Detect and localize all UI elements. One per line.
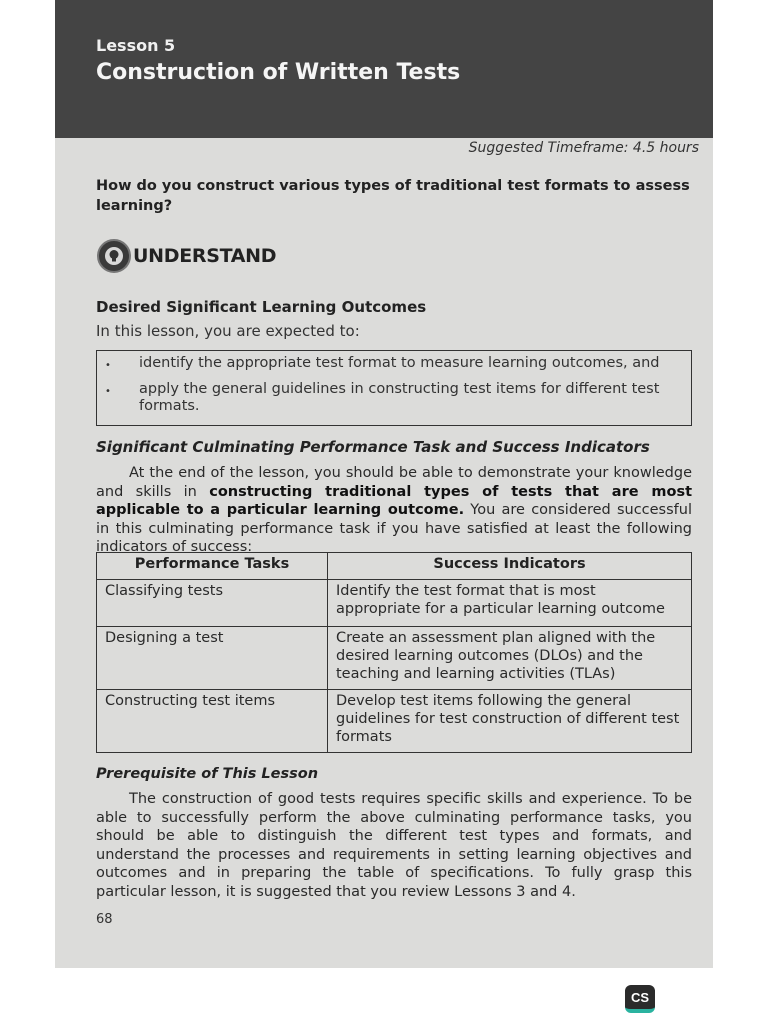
culminating-task-heading: Significant Culminating Performance Task and Success Indicators: [96, 438, 650, 456]
outcome-text: apply the general guidelines in constructing test items for different test formats.: [139, 381, 660, 414]
table-row: [97, 690, 692, 753]
lesson-number: Lesson 5: [96, 36, 176, 55]
bullet: •: [105, 360, 111, 371]
outcome-text: identify the appropriate test format to measure learning outcomes, and: [139, 355, 660, 371]
scanner-logo: CS: [625, 985, 655, 1013]
understand-section-header: [97, 238, 276, 274]
table-row: [97, 580, 692, 627]
culminating-paragraph: [96, 464, 692, 557]
prerequisite-heading: Prerequisite of This Lesson: [96, 766, 319, 782]
table-row: [97, 627, 692, 690]
table-cell: Identify the test format that is most appropriate for a particular learning outcome: [328, 580, 692, 627]
para-bold-text: constructing traditional types of tests that are most applicable to a particular learning outcome.: [96, 483, 693, 518]
list-item: [105, 381, 683, 415]
learning-outcomes-box: [96, 350, 692, 426]
lightbulb-icon: [97, 239, 131, 273]
table-header-row: [97, 553, 692, 580]
suggested-timeframe: Suggested Timeframe: 4.5 hours: [468, 140, 699, 156]
para-text: You are considered successful in this culminating performance task if you have satisfied at least the following indicators of success:: [96, 502, 692, 555]
bullet: •: [105, 386, 111, 397]
list-item: [105, 355, 683, 374]
section-label: UNDERSTAND: [133, 245, 277, 267]
para-text: The construction of good tests requires specific skills and experience. To be able to successfully perform the above culminating performance tasks, you should be able to distinguish the different test types and formats, and understand the processes and requirements in setting learning objectives and outcomes and in preparing the table of specifications. To fully grasp this particular lesson, it is suggested that you review Lessons 3 and 4.: [96, 791, 692, 900]
performance-table: [96, 552, 692, 753]
prerequisite-paragraph: [96, 790, 692, 901]
table-cell: Constructing test items: [97, 690, 328, 753]
table-cell: Designing a test: [97, 627, 328, 690]
column-header: Performance Tasks: [97, 553, 328, 580]
table-cell: Classifying tests: [97, 580, 328, 627]
para-text: At the end of the lesson, you should be able to demonstrate your knowledge and skills in: [96, 465, 692, 500]
table-cell: Develop test items following the general guidelines for test construction of different test formats: [328, 690, 692, 753]
column-header: Success Indicators: [328, 553, 692, 580]
dslo-intro: In this lesson, you are expected to:: [96, 322, 360, 340]
dslo-heading: Desired Significant Learning Outcomes: [96, 298, 427, 316]
document-page: [55, 0, 713, 968]
table-cell: Create an assessment plan aligned with the desired learning outcomes (DLOs) and the teaching and learning activities (TLAs): [328, 627, 692, 690]
lesson-title: Construction of Written Tests: [96, 60, 461, 85]
page-number: 68: [96, 912, 113, 927]
lesson-header: [55, 0, 713, 138]
guiding-question: How do you construct various types of traditional test formats to assess learning?: [96, 178, 690, 214]
